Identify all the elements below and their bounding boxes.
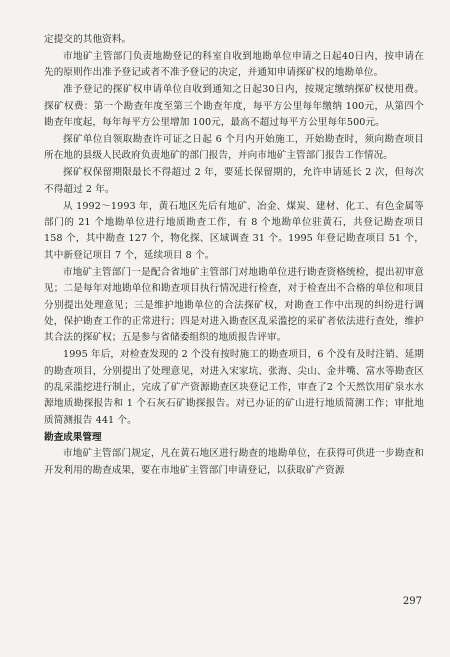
final-paragraph: 市地矿主管部门规定，凡在黄石地区进行勘查的地勘单位，在获得可供进一步勘查和开发利用的勘查成果，要在市地矿主管部门申请登记，以获取矿产资源 <box>44 448 424 476</box>
paragraph: 准予登记的探矿权申请单位自收到通知之日起30日内，按规定缴纳探矿权使用费。探矿权费：第一个勘查年度至第三个勘查年度，每平方公里每年缴纳 100元，从第四个勘查年度起，每年每平方公里增加 100元，最高不超过每平方公里每年500元。 <box>44 84 424 129</box>
paragraph: 从 1992～1993 年，黄石地区先后有地矿、冶金、煤炭、建材、化工、有色金属等部门的 21 个地勘单位进行地质勘查工作，有 8 个地勘单位驻黄石，共登记勘查项目 158 个，其中勘查 127 个，物化探、区域调查 31 个。1995 年登记勘查项目 51 个，其中新登记项目 7 个，延续项目 8 个。 <box>44 200 424 261</box>
paragraph: 探矿单位自领取勘查许可证之日起 6 个月内开始施工，开始勘查时，须向勘查项目所在地的县级人民政府负责地矿的部门报告，并向市地矿主管部门报告工作情况。 <box>44 133 424 162</box>
page-number: 297 <box>402 596 422 607</box>
section-heading: 勘查成果管理 <box>44 431 102 443</box>
body-text <box>44 32 424 429</box>
paragraph: 定提交的其他资料。 <box>44 34 132 45</box>
paragraph: 市地矿主管部门一是配合省地矿主管部门对地勘单位进行勘查资格统检，提出初审意见；二是每年对地勘单位和勘查项目执行情况进行检查，对于检查出不合格的单位和项目分别提出处理意见；三是维护地勘单位的合法探矿权，对勘查工作中出现的纠纷进行调处，保护勘查工作的正常进行；四是对进入勘查区乱采滥挖的采矿者依法进行查处，维护其合法的探矿权；五是参与省储委组织的地质报告评审。 <box>44 266 424 344</box>
paragraph: 1995 年后，对检查发现的 2 个没有按时施工的勘查项目，6 个没有及时注销、延期的勘查项目，分别提出了处理意见，对进入宋家坑、张海、尖山、金井嘴、富水等勘查区的乱采滥挖进行制止，完成了矿产资源勘查区块登记工作，审查了2 个天然饮用矿泉水水源地质勘探报告和 1 个石灰石矿勘探报告。对已办证的矿山进行地质简测工作；审批地质简测报告 441 个。 <box>44 349 424 426</box>
paragraph: 探矿权保留期限最长不得超过 2 年，要延长保留期的，允许申请延长 2 次，但每次不得超过 2 年。 <box>44 167 424 195</box>
paragraph: 市地矿主管部门负责地勘登记的科室自收到地勘单位申请之日起40日内，按申请在先的原则作出准予登记或者不准予登记的决定，并通知申请探矿权的地勘单位。 <box>44 50 424 79</box>
